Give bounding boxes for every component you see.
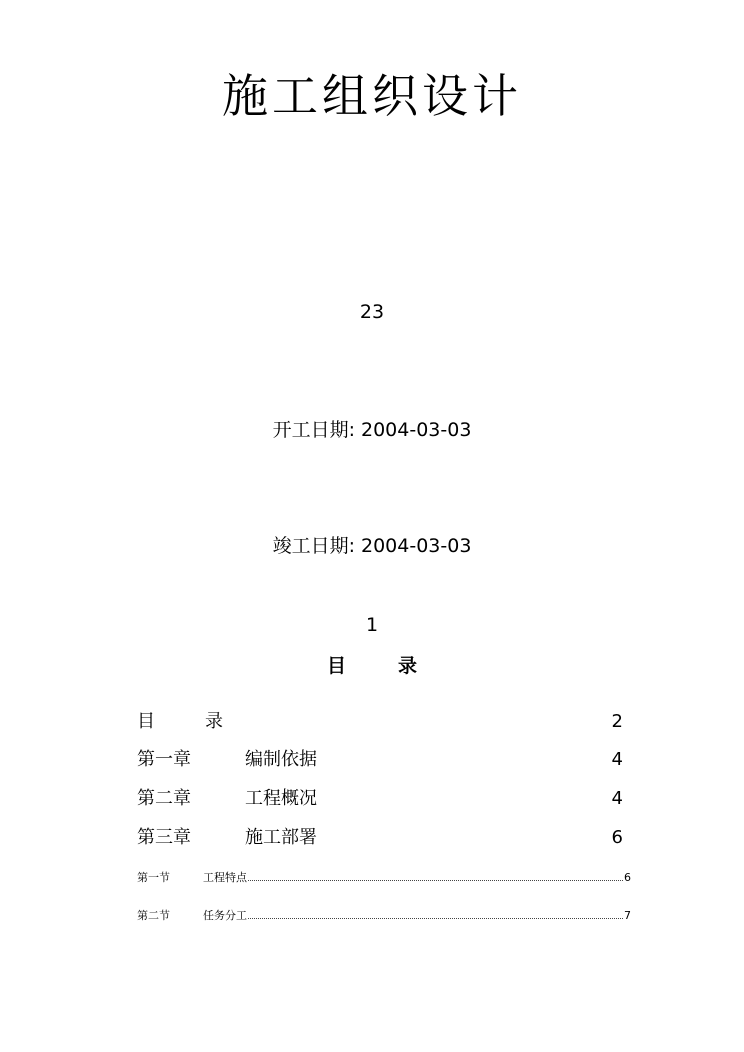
toc-section-page: 7 — [624, 909, 631, 922]
toc-entry-name: 施工部署 — [245, 827, 317, 848]
end-date: 竣工日期: 2004-03-03 — [272, 535, 472, 557]
toc-entry-chapter: 目 — [137, 711, 155, 732]
toc-entry[interactable] — [137, 748, 623, 772]
toc-section-number: 第一节 — [137, 871, 170, 884]
toc-entry[interactable] — [137, 787, 623, 811]
toc-entry-chapter: 第一章 — [137, 749, 191, 770]
toc-leader-dots — [248, 917, 623, 919]
toc-section-entry[interactable] — [137, 870, 631, 886]
toc-heading-char-2: 录 — [398, 655, 418, 677]
toc-section-name: 任务分工 — [203, 909, 247, 922]
toc-section-entry[interactable] — [137, 908, 631, 924]
toc-entry-name: 编制依据 — [245, 749, 317, 770]
toc-entry-page: 6 — [611, 827, 623, 848]
document-title: 施工组织设计 — [222, 69, 522, 123]
toc-entry-name: 录 — [205, 711, 223, 732]
toc-entry[interactable] — [137, 826, 623, 850]
start-date: 开工日期: 2004-03-03 — [272, 419, 472, 441]
toc-entry-chapter: 第二章 — [137, 788, 191, 809]
toc-entry-page: 4 — [611, 788, 623, 809]
page-number: 1 — [365, 614, 379, 636]
toc-entry-chapter: 第三章 — [137, 827, 191, 848]
toc-section-page: 6 — [624, 871, 631, 884]
toc-entry[interactable] — [137, 710, 623, 734]
toc-entry-name: 工程概况 — [245, 788, 317, 809]
toc-leader-dots — [248, 879, 623, 881]
toc-entry-page: 2 — [611, 711, 623, 732]
toc-entry-page: 4 — [611, 749, 623, 770]
project-number: 23 — [359, 301, 385, 323]
toc-section-name: 工程特点 — [203, 871, 247, 884]
toc-section-number: 第二节 — [137, 909, 170, 922]
toc-heading — [0, 654, 744, 678]
toc-heading-char-1: 目 — [326, 655, 346, 677]
